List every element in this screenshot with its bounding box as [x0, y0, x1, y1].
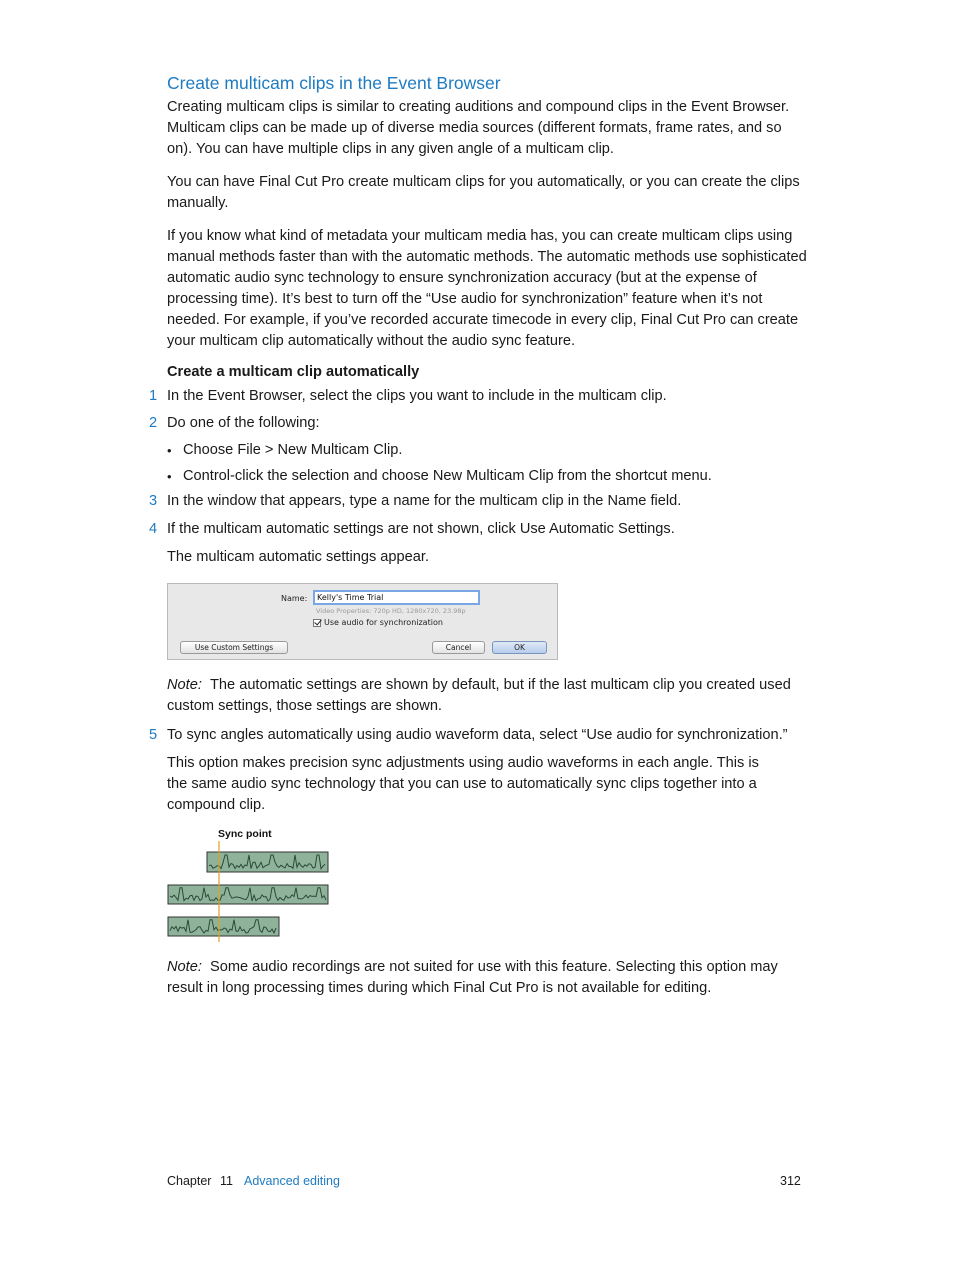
- paragraph-auto-or-manual: You can have Final Cut Pro create multicam clips for you automatically, or you can create the clips manually.: [167, 174, 800, 211]
- step-text: In the window that appears, type a name for the multicam clip in the Name field.: [167, 493, 682, 509]
- footer-chapter-title[interactable]: Advanced editing: [244, 1174, 340, 1188]
- footer-chapter-label: Chapter: [167, 1174, 212, 1188]
- bullet-glyph: •: [167, 469, 172, 484]
- step-number: 3: [149, 493, 158, 509]
- cancel-button[interactable]: Cancel: [432, 641, 485, 654]
- bullet-item: Control-click the selection and choose New Multicam Clip from the shortcut menu.: [183, 468, 712, 484]
- step-number: 1: [149, 388, 158, 404]
- footer-page-number: 312: [780, 1174, 801, 1188]
- note-text: Some audio recordings are not suited for use with this feature. Selecting this option may result in long processing times during which Final Cut Pro is not available for editing.: [167, 959, 778, 996]
- step-text: Do one of the following:: [167, 415, 320, 431]
- note-audio-recordings: [167, 957, 807, 999]
- task-heading: Create a multicam clip automatically: [167, 364, 420, 380]
- step-result: The multicam automatic settings appear.: [167, 549, 430, 565]
- step-number: 2: [149, 415, 158, 431]
- video-properties: Video Properties: 720p HD, 1280x720, 23.98p: [316, 607, 466, 615]
- multicam-settings-dialog: [167, 583, 558, 660]
- sync-point-label: Sync point: [218, 828, 272, 840]
- step-text: To sync angles automatically using audio waveform data, select “Use audio for synchronization.”: [167, 727, 788, 743]
- sync-point-figure: [160, 825, 360, 950]
- intro-paragraph: Creating multicam clips is similar to creating auditions and compound clips in the Event Browser. Multicam clips can be made up of diverse media sources (different formats, frame rates, and so on). You can have multiple clips in any given angle of a multicam clip.: [167, 99, 790, 157]
- waveform-clip-angle-3: [168, 917, 279, 936]
- note-automatic-settings: [167, 675, 807, 717]
- step-text: If the multicam automatic settings are not shown, click Use Automatic Settings.: [167, 521, 675, 537]
- step-number: 4: [149, 521, 158, 537]
- use-audio-sync-checkbox[interactable]: [313, 618, 443, 627]
- section-title: Create multicam clips in the Event Browser: [167, 73, 501, 93]
- bullet-item: Choose File > New Multicam Clip.: [183, 442, 403, 458]
- waveform-diagram: [160, 825, 360, 950]
- ok-button[interactable]: OK: [492, 641, 547, 654]
- step-text: In the Event Browser, select the clips you want to include in the multicam clip.: [167, 388, 667, 404]
- name-field[interactable]: [313, 590, 480, 605]
- step-number: 5: [149, 727, 158, 743]
- note-label: Note:: [167, 677, 202, 693]
- step5-detail: This option makes precision sync adjustments using audio waveforms in each angle. This is the same audio sync technology that you can use to automatically sync clips together into a compound clip.: [167, 755, 759, 813]
- checkbox-label: Use audio for synchronization: [324, 618, 443, 627]
- footer-chapter-number: 11: [220, 1174, 233, 1188]
- use-custom-settings-button[interactable]: Use Custom Settings: [180, 641, 288, 654]
- name-label: Name:: [281, 594, 308, 603]
- paragraph-metadata: If you know what kind of metadata your multicam media has, you can create multicam clips using manual methods faster than with the automatic methods. The automatic methods use sophisticated automatic audio sync technology to ensure synchronization accuracy (but at the expense of processing time). It’s best to turn off the “Use audio for synchronization” feature when it’s not needed. For example, if you’ve recorded accurate timecode in every clip, Final Cut Pro can create your multicam clip automatically without the audio sync feature.: [167, 228, 807, 349]
- note-label: Note:: [167, 959, 202, 975]
- checkmark-icon: [313, 619, 321, 627]
- note-text: The automatic settings are shown by default, but if the last multicam clip you created used custom settings, those settings are shown.: [167, 677, 791, 714]
- bullet-glyph: •: [167, 443, 172, 458]
